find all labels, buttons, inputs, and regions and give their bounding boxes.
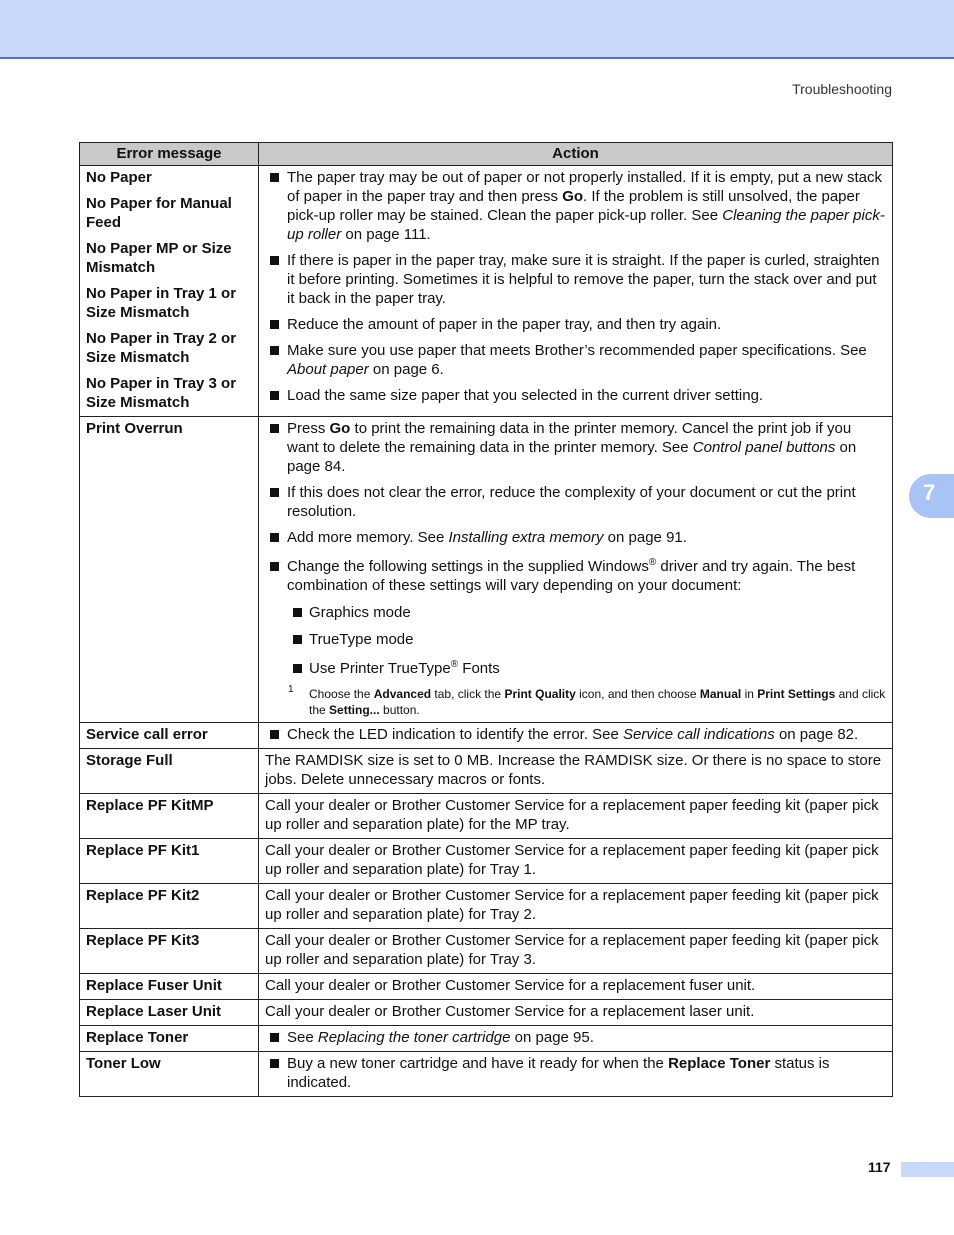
action-item: If there is paper in the paper tray, make sure it is straight. If the paper is curled, straighten it before printing. Sometimes it is helpful to remove the paper, turn the stack over and put it back in the paper tray. (265, 251, 886, 308)
action-item: Check the LED indication to identify the error. See Service call indications on page 82. (265, 725, 886, 744)
error-message: No Paper (86, 169, 152, 186)
action-item: Make sure you use paper that meets Brother’s recommended paper specifications. See About paper on page 6. (265, 341, 886, 379)
square-bullet-icon (270, 320, 279, 329)
action-item: Change the following settings in the supplied Windows® driver and try again. The best combination of these settings will vary depending on your document: (265, 557, 886, 595)
chapter-number: 7 (923, 480, 936, 505)
error-message: Toner Low (80, 1052, 259, 1097)
square-bullet-icon (270, 424, 279, 433)
square-bullet-icon (293, 664, 302, 673)
table-row (80, 1052, 893, 1097)
action-cell (259, 417, 893, 723)
error-message: Service call error (80, 723, 259, 749)
table-row (80, 974, 893, 1000)
action-text: Call your dealer or Brother Customer Service for a replacement paper feeding kit (paper pick up roller and separation plate) for the MP tray. (259, 794, 893, 839)
table-header-row (80, 143, 893, 166)
error-message: Replace PF KitMP (80, 794, 259, 839)
action-item: If this does not clear the error, reduce the complexity of your document or cut the print resolution. (265, 483, 886, 521)
error-message: Replace Laser Unit (80, 1000, 259, 1026)
action-text: Call your dealer or Brother Customer Service for a replacement paper feeding kit (paper pick up roller and separation plate) for Tray 3. (259, 929, 893, 974)
cross-reference: Service call indications (623, 726, 775, 743)
table-row (80, 723, 893, 749)
action-item: Reduce the amount of paper in the paper tray, and then try again. (265, 315, 886, 334)
page-number-bar (901, 1162, 954, 1177)
cross-reference: Control panel buttons (692, 439, 836, 456)
error-message: No Paper in Tray 3 or Size Mismatch (86, 375, 237, 411)
action-item: Add more memory. See Installing extra memory on page 91. (265, 528, 886, 547)
square-bullet-icon (270, 533, 279, 542)
action-text: Call your dealer or Brother Customer Service for a replacement paper feeding kit (paper pick up roller and separation plate) for Tray 1. (259, 839, 893, 884)
square-bullet-icon (293, 608, 302, 617)
square-bullet-icon (270, 256, 279, 265)
action-cell (259, 723, 893, 749)
action-text: The RAMDISK size is set to 0 MB. Increase the RAMDISK size. Or there is no space to store jobs. Delete unnecessary macros or fonts. (259, 749, 893, 794)
error-message: Replace PF Kit1 (80, 839, 259, 884)
sub-item: TrueType mode (265, 630, 886, 649)
square-bullet-icon (270, 391, 279, 400)
table-row (80, 749, 893, 794)
square-bullet-icon (270, 1033, 279, 1042)
square-bullet-icon (270, 730, 279, 739)
square-bullet-icon (270, 173, 279, 182)
action-item: Press Go to print the remaining data in the printer memory. Cancel the print job if you want to delete the remaining data in the printer memory. See Control panel buttons on page 84. (265, 419, 886, 476)
cross-reference: Replacing the toner cartridge (317, 1029, 511, 1046)
action-cell (259, 166, 893, 417)
square-bullet-icon (270, 488, 279, 497)
error-message: Storage Full (80, 749, 259, 794)
action-item: Buy a new toner cartridge and have it ready for when the Replace Toner status is indicated. (265, 1054, 886, 1092)
chapter-tab (909, 474, 954, 518)
error-message: Print Overrun (80, 417, 259, 723)
table-row (80, 839, 893, 884)
action-text: Call your dealer or Brother Customer Service for a replacement laser unit. (259, 1000, 893, 1026)
action-text: Call your dealer or Brother Customer Service for a replacement paper feeding kit (paper pick up roller and separation plate) for Tray 2. (259, 884, 893, 929)
action-cell (259, 1026, 893, 1052)
table-row (80, 884, 893, 929)
error-message: Replace Fuser Unit (80, 974, 259, 1000)
page-number: 117 (868, 1159, 891, 1175)
error-message-table (79, 142, 893, 1097)
action-cell (259, 1052, 893, 1097)
sub-item: Use Printer TrueType® Fonts (265, 659, 886, 678)
error-message: Replace Toner (80, 1026, 259, 1052)
footnote-number: 1 (288, 684, 294, 695)
error-message: No Paper for Manual Feed (86, 195, 232, 231)
action-text: Call your dealer or Brother Customer Service for a replacement fuser unit. (259, 974, 893, 1000)
table-row (80, 1026, 893, 1052)
running-header: Troubleshooting (792, 81, 892, 97)
action-item: Load the same size paper that you selected in the current driver setting. (265, 386, 886, 405)
header-band (0, 0, 954, 59)
error-message: Replace PF Kit2 (80, 884, 259, 929)
table-row (80, 166, 893, 417)
error-message: No Paper MP or Size Mismatch (86, 240, 232, 276)
footnote: 1 Choose the Advanced tab, click the Print Quality icon, and then choose Manual in Print Settings and click the Setting... button. (288, 684, 886, 717)
action-item: See Replacing the toner cartridge on page 95. (265, 1028, 886, 1047)
error-message-cell (80, 166, 259, 417)
cross-reference: About paper (287, 361, 369, 378)
cross-reference: Cleaning the paper pick-up roller (287, 207, 885, 243)
square-bullet-icon (270, 346, 279, 355)
error-message: No Paper in Tray 1 or Size Mismatch (86, 285, 237, 321)
table-row (80, 417, 893, 723)
table-row (80, 1000, 893, 1026)
column-header-action: Action (259, 143, 893, 166)
error-message: No Paper in Tray 2 or Size Mismatch (86, 330, 237, 366)
cross-reference: Installing extra memory (448, 529, 604, 546)
action-item: The paper tray may be out of paper or not properly installed. If it is empty, put a new stack of paper in the paper tray and then press Go. If the problem is still unsolved, the paper pick-up roller may be stained. Clean the paper pick-up roller. See Cleaning the paper pick-up roller on page 111. (265, 168, 886, 244)
table-row (80, 794, 893, 839)
square-bullet-icon (270, 562, 279, 571)
sub-item: Graphics mode (265, 603, 886, 622)
square-bullet-icon (270, 1059, 279, 1068)
square-bullet-icon (293, 635, 302, 644)
table-row (80, 929, 893, 974)
column-header-error: Error message (80, 143, 259, 166)
error-message: Replace PF Kit3 (80, 929, 259, 974)
